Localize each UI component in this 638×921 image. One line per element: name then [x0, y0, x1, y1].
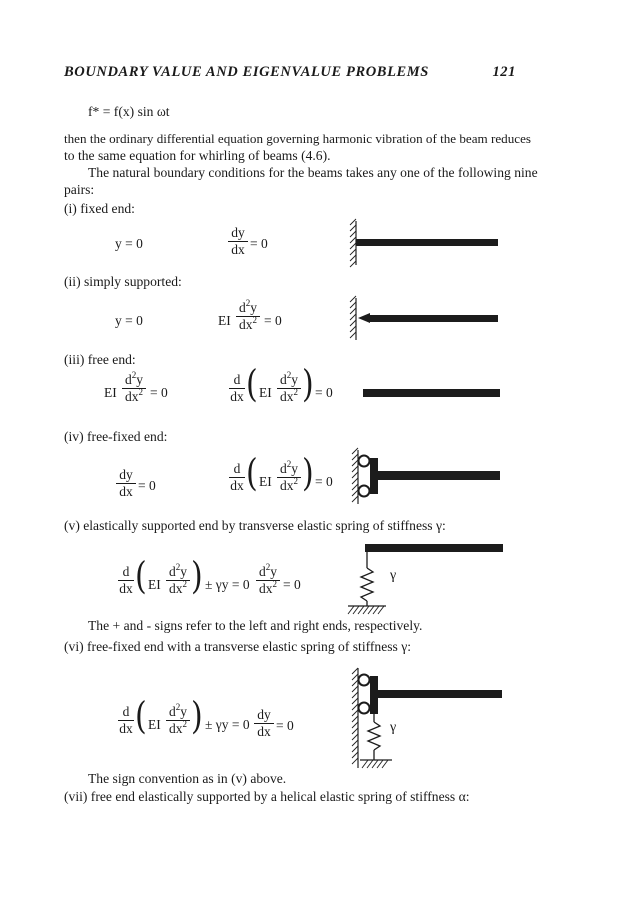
running-header — [64, 64, 516, 86]
page-number: 121 — [492, 64, 516, 80]
superscript-2: 2 — [175, 562, 181, 572]
denominator: dx — [119, 581, 133, 596]
y-symbol: y — [291, 461, 298, 476]
numerator: d — [233, 372, 241, 387]
d-symbol: d — [239, 300, 246, 315]
ei-symbol: EI — [259, 385, 272, 400]
y-symbol: y — [180, 564, 187, 579]
denominator: dx — [119, 721, 133, 736]
superscript-2: 2 — [245, 298, 251, 308]
right-paren: ) — [191, 554, 203, 599]
fraction-d2y-dx2 — [166, 702, 190, 736]
denominator: dx — [231, 242, 245, 257]
free-fixed-spring-figure — [352, 666, 504, 772]
denominator — [166, 579, 190, 596]
fraction-dy-dx — [116, 468, 136, 499]
fraction-d-dx — [118, 565, 134, 596]
case-label: (iv) free-fixed end: — [64, 429, 168, 444]
equals-zero: = 0 — [264, 313, 282, 328]
denominator — [236, 315, 260, 332]
y-symbol: y — [180, 704, 187, 719]
y-symbol: y — [291, 372, 298, 387]
case-label: (i) fixed end: — [64, 201, 135, 216]
plus-minus-gamma-y: ± γy = 0 — [205, 577, 250, 592]
case-label: (vi) free-fixed end with a transverse elastic spring of stiffness γ: — [64, 639, 411, 654]
dx-symbol: dx — [259, 581, 273, 596]
numerator: dy — [257, 707, 271, 722]
numerator — [236, 298, 260, 315]
fraction-d-dx — [229, 373, 245, 404]
numerator: d — [122, 564, 130, 579]
superscript-2: 2 — [131, 370, 137, 380]
equation-y-zero: y = 0 — [115, 313, 143, 328]
superscript-2: 2 — [272, 579, 277, 589]
dx-symbol: dx — [280, 478, 294, 493]
denominator — [277, 476, 301, 493]
right-paren: ) — [302, 362, 314, 407]
superscript-2: 2 — [286, 459, 292, 469]
numerator: dy — [119, 467, 133, 482]
y-symbol: y — [250, 300, 257, 315]
numerator — [166, 702, 190, 719]
d-symbol: d — [259, 564, 266, 579]
equals-zero: = 0 — [250, 236, 268, 251]
denominator: dx — [230, 389, 244, 404]
y-symbol: y — [270, 564, 277, 579]
denominator — [122, 387, 146, 404]
d-symbol: d — [280, 461, 287, 476]
d-symbol: d — [280, 372, 287, 387]
dx-symbol: dx — [239, 317, 253, 332]
left-paren: ( — [135, 554, 147, 599]
dx-symbol: dx — [280, 389, 294, 404]
forcing-equation: f* = f(x) sin ωt — [88, 104, 170, 119]
case-label: (ii) simply supported: — [64, 274, 182, 289]
fraction-d-dx — [118, 705, 134, 736]
equation-y-zero: y = 0 — [115, 236, 143, 251]
equals-zero: = 0 — [150, 385, 168, 400]
numerator: dy — [231, 225, 245, 240]
note-convention: The sign convention as in (v) above. — [88, 771, 287, 786]
superscript-2: 2 — [182, 719, 187, 729]
fraction-d2y-dx2 — [256, 562, 280, 596]
note-signs: The + and - signs refer to the left and right ends, respectively. — [88, 618, 423, 633]
ei-symbol: EI — [218, 313, 231, 328]
fraction-dy-dx — [228, 226, 248, 257]
right-paren: ) — [191, 694, 203, 739]
fraction-d2y-dx2 — [122, 370, 146, 404]
equals-zero: = 0 — [138, 478, 156, 493]
superscript-2: 2 — [252, 315, 257, 325]
denominator — [256, 579, 280, 596]
equals-zero: = 0 — [315, 474, 333, 489]
ei-symbol: EI — [104, 385, 117, 400]
numerator — [277, 370, 301, 387]
dx-symbol: dx — [125, 389, 139, 404]
equals-zero: = 0 — [315, 385, 333, 400]
free-end-figure — [363, 387, 503, 399]
gamma-label: γ — [390, 720, 397, 735]
running-title: BOUNDARY VALUE AND EIGENVALUE PROBLEMS — [64, 64, 429, 80]
right-paren: ) — [302, 451, 314, 496]
fraction-d-dx — [229, 462, 245, 493]
numerator — [122, 370, 146, 387]
equals-zero: = 0 — [276, 718, 294, 733]
fraction-dy-dx — [254, 708, 274, 739]
left-paren: ( — [246, 362, 258, 407]
plus-minus-gamma-y: ± γy = 0 — [205, 717, 250, 732]
denominator — [166, 719, 190, 736]
fraction-d2y-dx2 — [277, 459, 301, 493]
superscript-2: 2 — [138, 387, 143, 397]
numerator: d — [233, 461, 241, 476]
left-paren: ( — [246, 451, 258, 496]
ei-symbol: EI — [148, 717, 161, 732]
fraction-d2y-dx2 — [277, 370, 301, 404]
fixed-end-figure — [350, 215, 500, 271]
elastic-support-figure — [340, 540, 505, 620]
d-symbol: d — [169, 704, 176, 719]
denominator: dx — [119, 484, 133, 499]
gamma-label: γ — [390, 568, 397, 583]
ei-symbol: EI — [148, 577, 161, 592]
paragraph-line: pairs: — [64, 182, 95, 197]
fraction-d2y-dx2 — [236, 298, 260, 332]
y-symbol: y — [136, 372, 143, 387]
denominator: dx — [230, 478, 244, 493]
superscript-2: 2 — [175, 702, 181, 712]
dx-symbol: dx — [169, 581, 183, 596]
numerator: d — [122, 704, 130, 719]
d-symbol: d — [125, 372, 132, 387]
superscript-2: 2 — [293, 387, 298, 397]
left-paren: ( — [135, 694, 147, 739]
numerator — [256, 562, 280, 579]
denominator: dx — [257, 724, 271, 739]
case-label: (vii) free end elastically supported by a helical elastic spring of stiffness α: — [64, 789, 470, 804]
numerator — [166, 562, 190, 579]
free-fixed-end-figure — [352, 448, 502, 506]
numerator — [277, 459, 301, 476]
equals-zero: = 0 — [283, 577, 301, 592]
d-symbol: d — [169, 564, 176, 579]
superscript-2: 2 — [265, 562, 271, 572]
simply-supported-figure — [350, 294, 500, 344]
dx-symbol: dx — [169, 721, 183, 736]
superscript-2: 2 — [293, 476, 298, 486]
case-label: (v) elastically supported end by transverse elastic spring of stiffness γ: — [64, 518, 446, 533]
ei-symbol: EI — [259, 474, 272, 489]
fraction-d2y-dx2 — [166, 562, 190, 596]
superscript-2: 2 — [286, 370, 292, 380]
paragraph-line: to the same equation for whirling of beams (4.6). — [64, 148, 331, 163]
superscript-2: 2 — [182, 579, 187, 589]
denominator — [277, 387, 301, 404]
paragraph-line: The natural boundary conditions for the beams takes any one of the following nine — [88, 165, 538, 180]
case-label: (iii) free end: — [64, 352, 136, 367]
paragraph-line: then the ordinary differential equation governing harmonic vibration of the beam reduces — [64, 131, 531, 146]
